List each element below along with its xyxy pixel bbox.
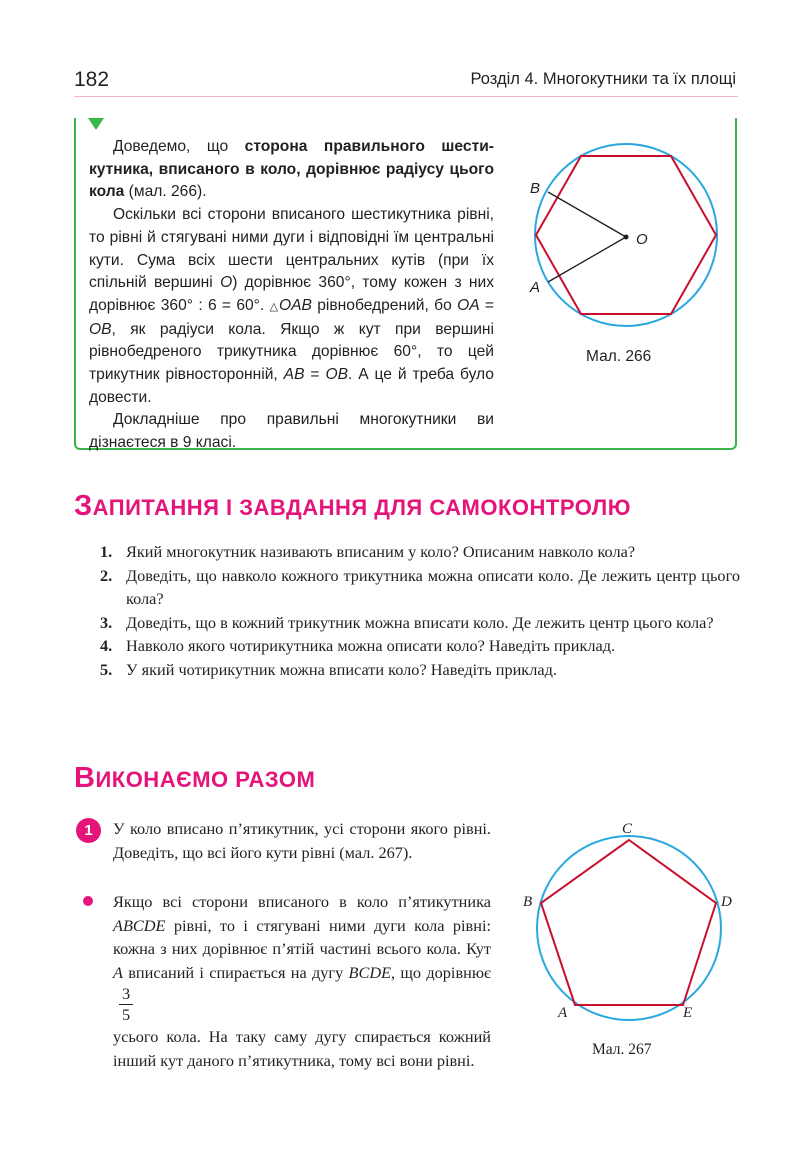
header-divider [74,96,738,97]
label-o: O [636,231,648,248]
question-item: 5. У який чотирикутник можна вписати коло? Наведіть приклад. [100,659,557,679]
figure-267-caption: Мал. 267 [592,1041,652,1058]
label-e: E [683,1005,693,1021]
fraction-three-fifths: $\frac{3}{5}$ [119,984,133,1025]
questions-list [100,540,740,682]
radius-ob [548,192,626,237]
solution-text: Якщо всі сторони вписаного в коло п’ятикутника ABCDE рівні, то і стягувані ними дуги кола рівні: кожна з них дорівнює п’ятій частині всього кола. Кут A вписаний і спирається на дугу BCDE, що дорівнює $\frac{3}{5}$ усього кола. На таку саму дугу спирається кожний інший кут даного п’ятикутника, тому всі вони рівні. [113,892,492,1070]
proof-paragraph-1: Доведемо, що сторона правильного шестикутника, вписаного в коло, дорівнює радіусу цього кола (мал. 266). [89,138,494,201]
triangle-marker-icon [88,118,104,130]
figure-266-caption: Мал. 266 [586,348,652,365]
triangle-symbol: △ [269,300,279,313]
label-c: C [622,821,633,837]
proof-paragraph-3: Докладніше про правильні многокутники ви дізнаєтеся в 9 класі. [89,411,494,452]
label-b: B [530,180,541,197]
question-item: 4. Навколо якого чотирикутника можна описати коло? Наведіть приклад. [100,636,616,656]
figure-266-hexagon [520,128,730,343]
radius-oa [548,237,626,282]
page-number: 182 [74,68,110,91]
task-text: У коло вписано п’ятикутник, усі сторони якого рівні. Доведіть, що всі його кути рівні (мал. 267). [113,819,491,862]
question-item: 2. Доведіть, що навколо кожного трикутника можна описати коло. Де лежить центр цього кола? [100,565,740,609]
figure-267-pentagon [508,815,743,1035]
pentagon [541,840,716,1005]
proof-text [89,136,494,455]
label-a: A [558,1005,568,1021]
circumcircle [537,836,721,1020]
label-d: D [721,894,732,910]
label-b: B [523,894,533,910]
proof-paragraph-2: Оскільки всі сторони вписаного шестикутника рівні, то рівні й стягувані ними дуги і відповідні їм центральні кути. Сума всіх шести центральних кутів (при їх спільній вершині O) дорівнює 360°, тому кожен з них дорівнює 360° : 6 = 60°. △OAB рівнобедрений, бо OA = OB, як радіуси кола. Якщо ж кут при вершині рівнобедреного трикутника дорівнює 60°, то цей трикутник рівносторонній, AB = OB. А це й треба було довести. [89,206,495,406]
label-a: A [530,279,541,296]
task-number-badge: 1 [76,818,101,843]
question-item: 1. Який многокутник називають вписаним у коло? Описаним навколо кола? [100,542,636,561]
question-item: 3. Доведіть, що в кожний трикутник можна вписати коло. Де лежить центр цього кола? [100,612,714,632]
section-title-self-control: ЗАПИТАННЯ І ЗАВДАННЯ ДЛЯ САМОКОНТРОЛЮ [74,490,631,522]
chapter-title: Розділ 4. Многокутники та їх площі [470,70,736,88]
center-point [624,235,629,240]
section-title-do-together: ВИКОНАЄМО РАЗОМ [74,762,316,794]
solution-bullet-icon [83,896,93,906]
